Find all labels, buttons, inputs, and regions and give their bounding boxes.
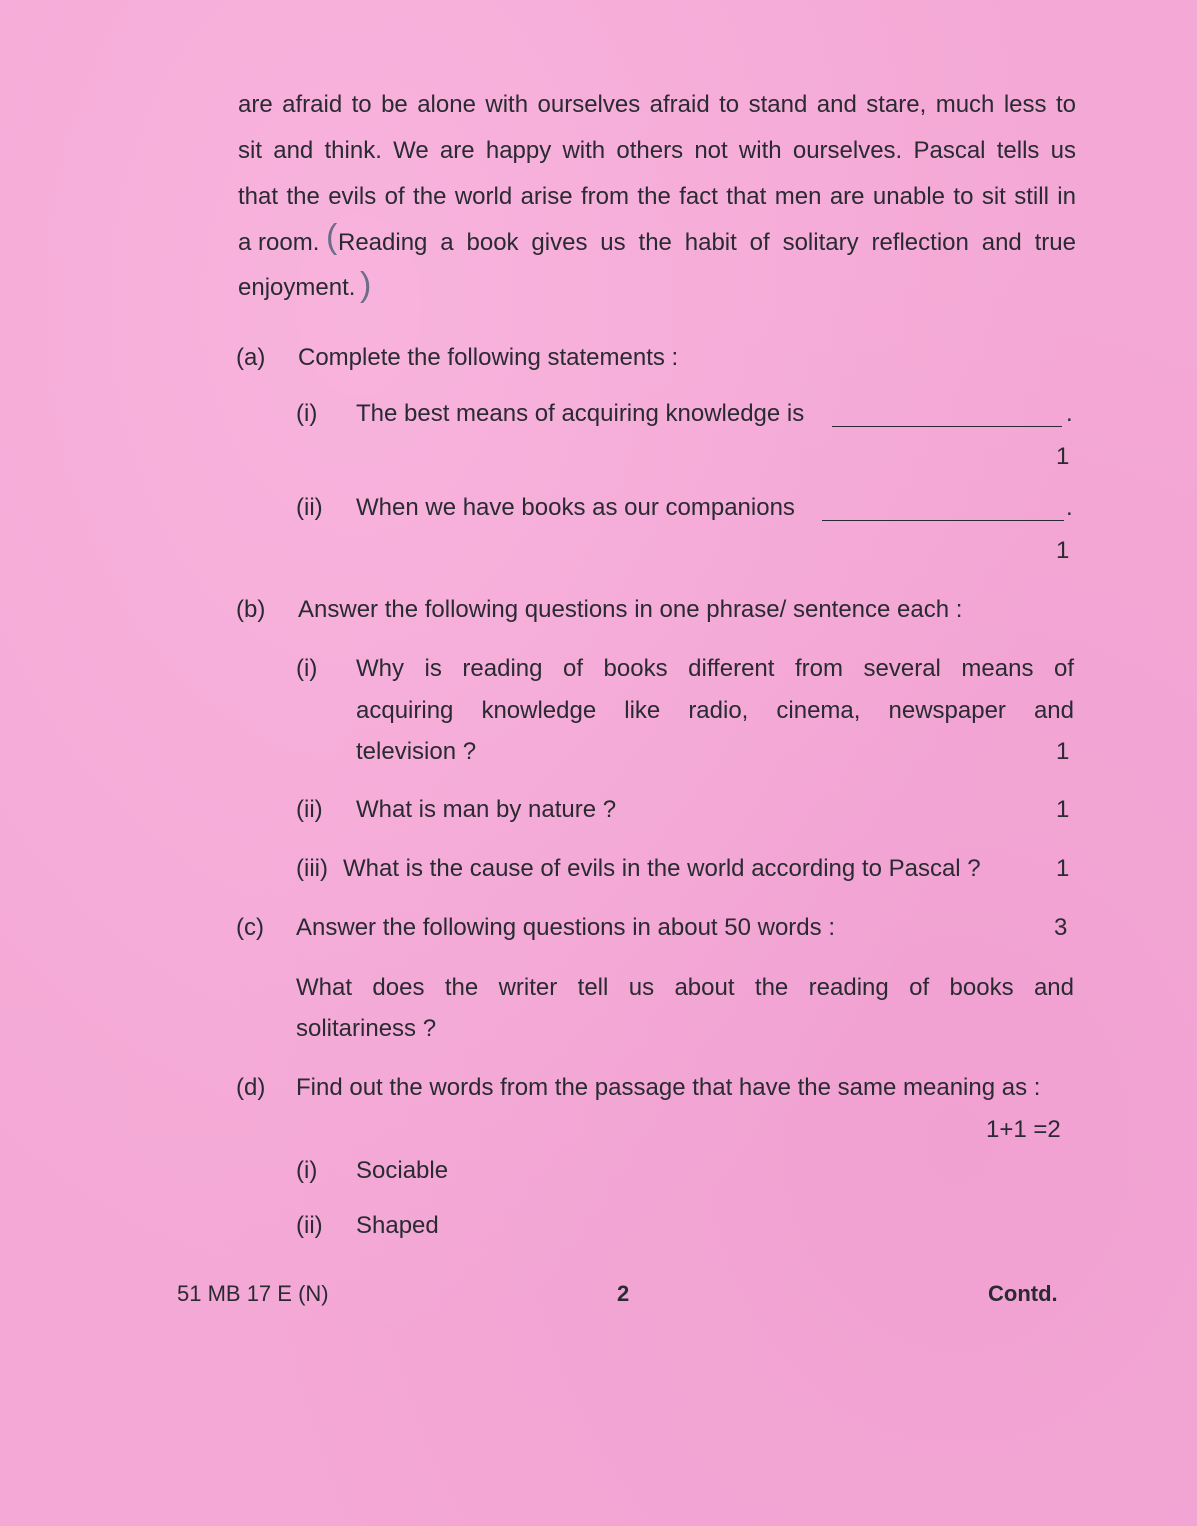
passage-line-5: enjoyment. (238, 274, 356, 301)
question-d-i-text: Sociable (356, 1157, 449, 1184)
question-b-ii-marks: 1 (1056, 796, 1070, 823)
answer-blank-a-i (832, 426, 1062, 427)
question-a-i-text: The best means of acquiring knowledge is (356, 400, 805, 427)
question-c-label: (c) (236, 914, 264, 941)
question-d-marks: 1+1 =2 (986, 1116, 1061, 1143)
passage-line-4a: a room. (238, 229, 320, 256)
question-a-ii-label: (ii) (296, 494, 323, 521)
question-b-iii-label: (iii) (296, 855, 328, 882)
question-b-iii-marks: 1 (1056, 855, 1070, 882)
pen-bracket-open: ( (326, 218, 338, 256)
question-d-text: Find out the words from the passage that have the same meaning as : (296, 1074, 1041, 1101)
question-b-iii-text: What is the cause of evils in the world according to Pascal ? (343, 855, 981, 882)
page-number: 2 (617, 1281, 630, 1306)
question-a-i-end: . (1066, 400, 1073, 427)
question-a-label: (a) (236, 344, 266, 371)
passage-line-1: are afraid to be alone with ourselves afraid to stand and stare, much less to (238, 91, 1076, 118)
question-b-text: Answer the following questions in one phrase/ sentence each : (298, 596, 963, 623)
question-a-text: Complete the following statements : (298, 344, 679, 371)
question-c-marks: 3 (1054, 914, 1068, 941)
question-b-ii-text: What is man by nature ? (356, 796, 617, 823)
passage-line-3: that the evils of the world arise from the fact that men are unable to sit still in (238, 183, 1076, 210)
question-a-ii-marks: 1 (1056, 537, 1070, 564)
question-d-ii-text: Shaped (356, 1212, 439, 1239)
question-b-i-label: (i) (296, 655, 318, 682)
question-b-i-line-1: Why is reading of books different from several means of (356, 655, 1074, 682)
question-b-ii-label: (ii) (296, 796, 323, 823)
question-b-i-marks: 1 (1056, 738, 1070, 765)
question-d-i-label: (i) (296, 1157, 318, 1184)
question-a-i-marks: 1 (1056, 443, 1070, 470)
question-a-i-label: (i) (296, 400, 318, 427)
question-a-ii-text: When we have books as our companions (356, 494, 795, 521)
question-c-line-1: What does the writer tell us about the reading of books and (296, 974, 1074, 1001)
pen-bracket-close: ) (360, 266, 372, 304)
passage-line-2: sit and think. We are happy with others not with ourselves. Pascal tells us (238, 137, 1076, 164)
contd-label: Contd. (988, 1281, 1058, 1306)
question-b-label: (b) (236, 596, 266, 623)
paper-code: 51 MB 17 E (N) (177, 1281, 329, 1306)
question-b-i-line-2: acquiring knowledge like radio, cinema, newspaper and (356, 697, 1074, 724)
question-b-i-line-3: television ? (356, 738, 477, 765)
question-d-label: (d) (236, 1074, 266, 1101)
passage-line-4b: Reading a book gives us the habit of solitary reflection and true (338, 229, 1076, 256)
answer-blank-a-ii (822, 520, 1064, 521)
question-a-ii-end: . (1066, 494, 1073, 521)
question-c-line-2: solitariness ? (296, 1015, 437, 1042)
question-c-text: Answer the following questions in about 50 words : (296, 914, 835, 941)
question-d-ii-label: (ii) (296, 1212, 323, 1239)
